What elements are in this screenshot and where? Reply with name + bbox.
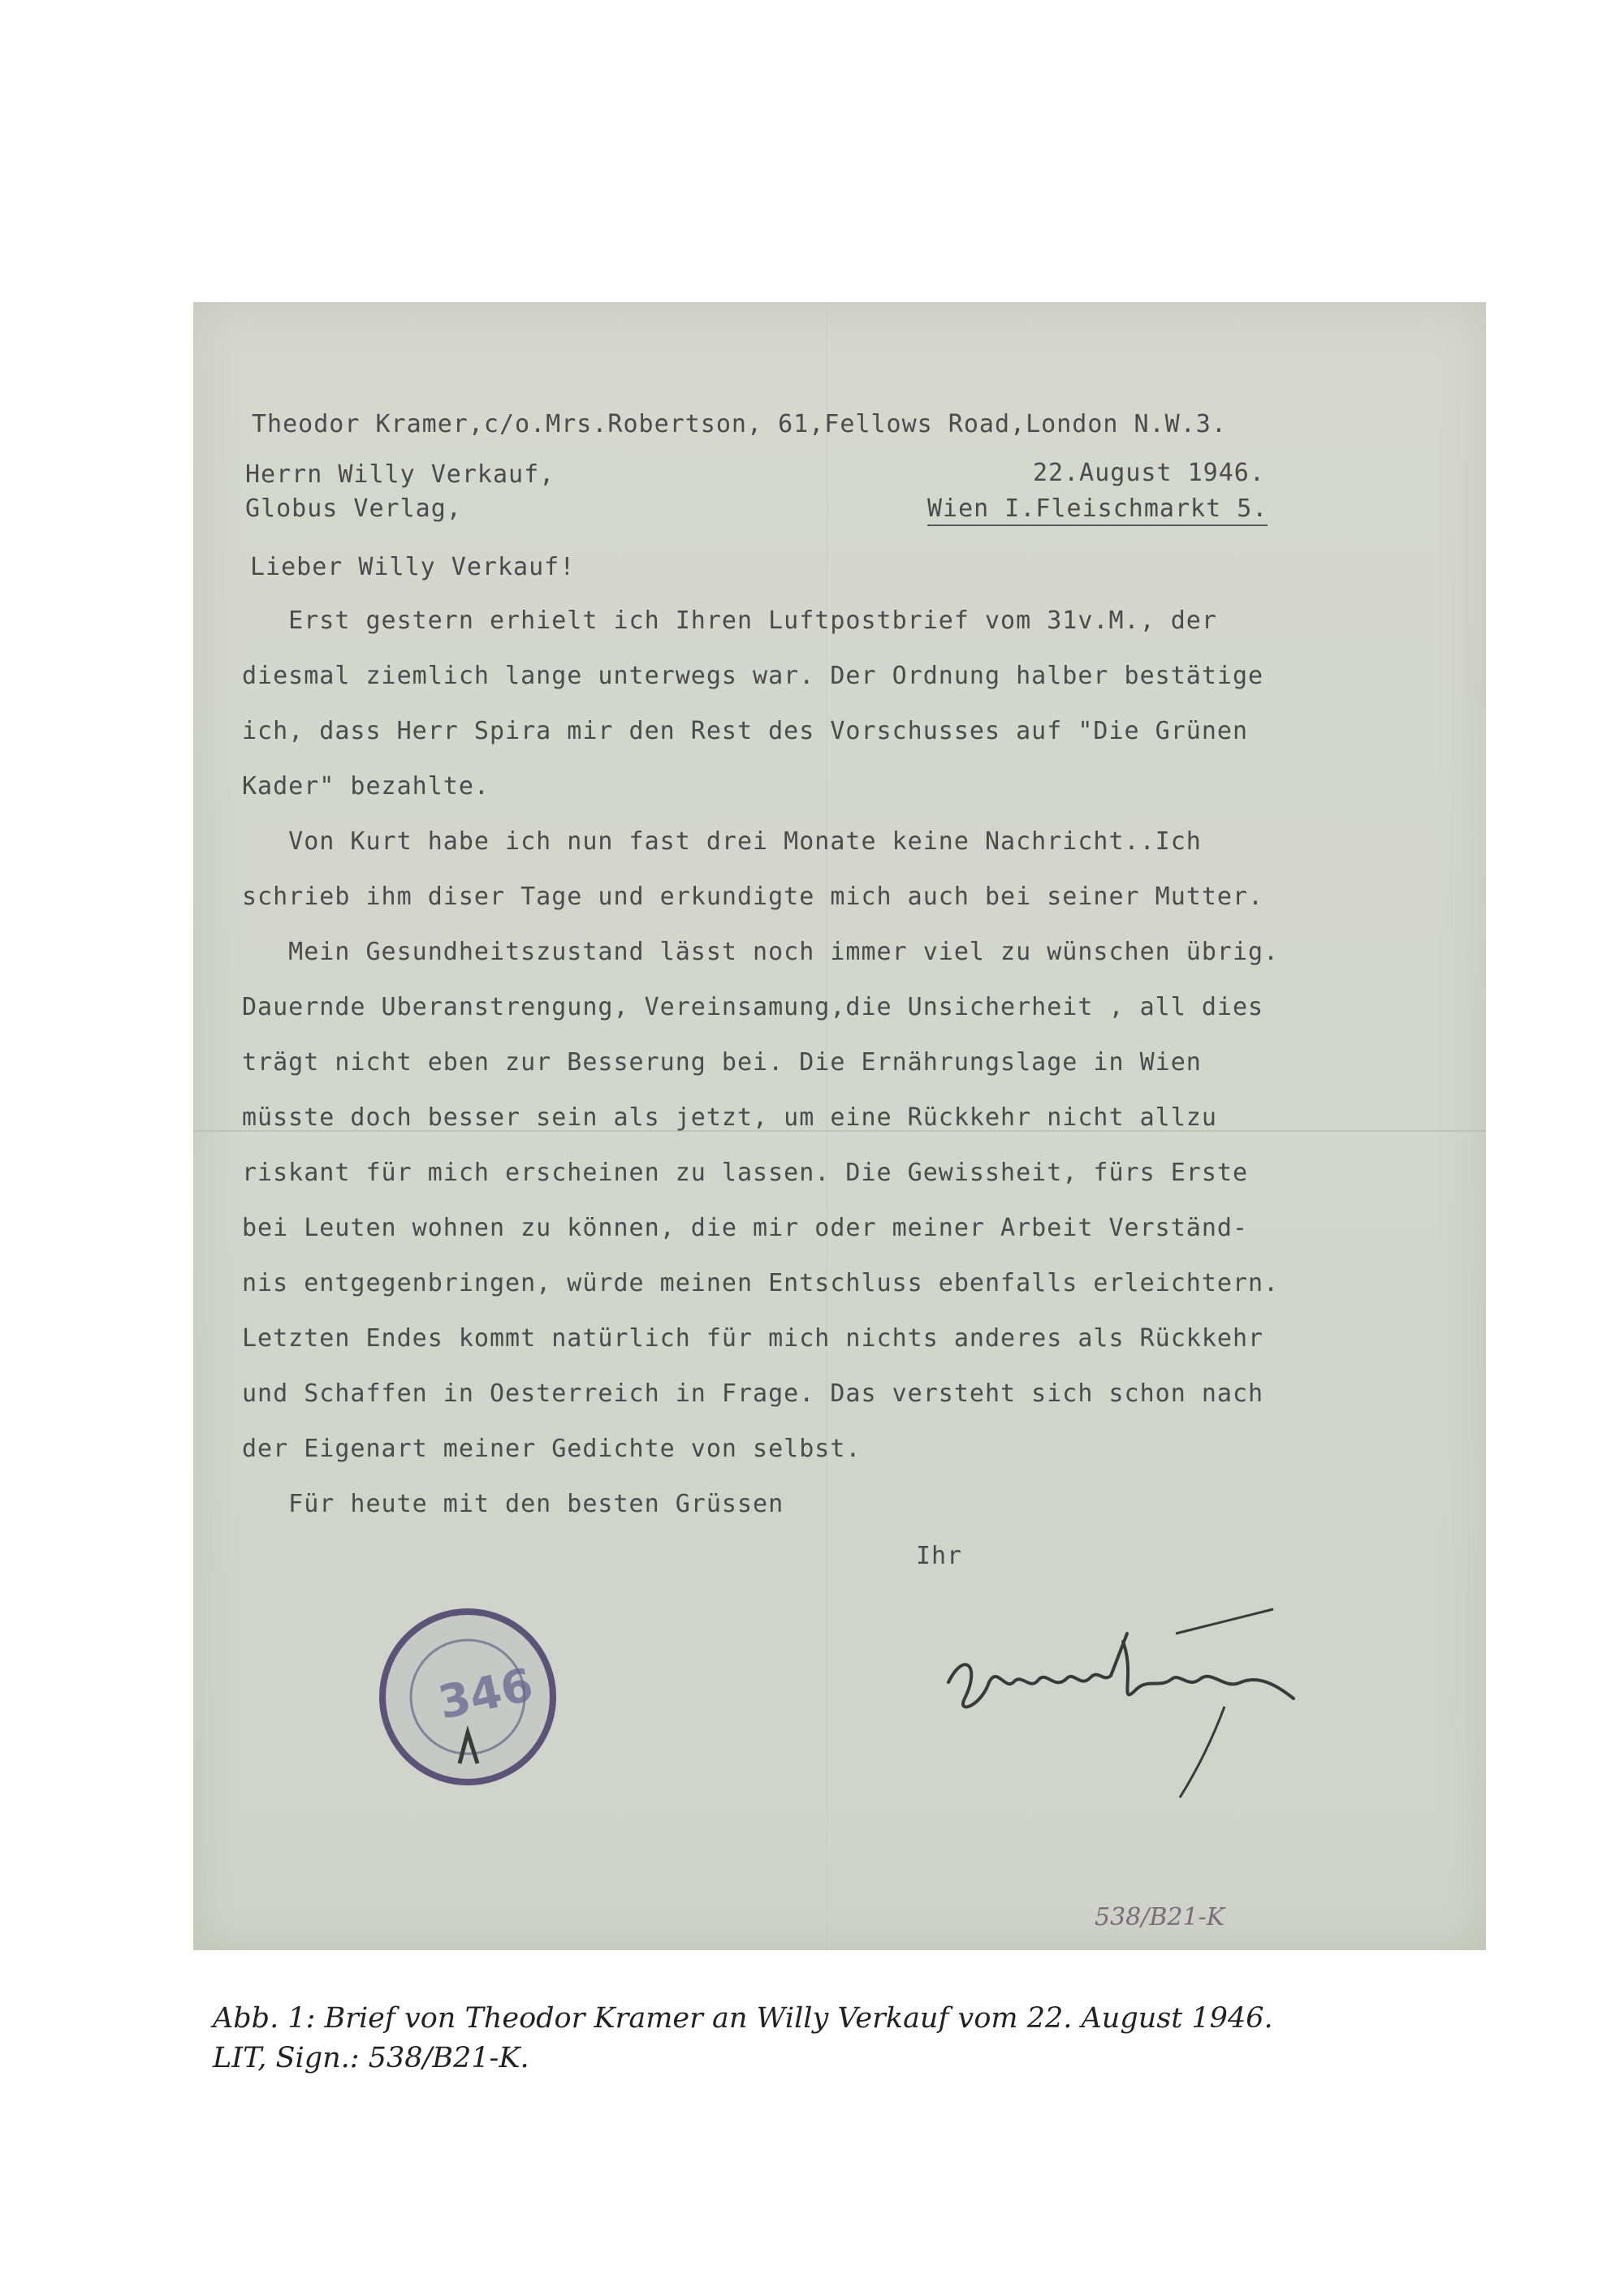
body-line: Von Kurt habe ich nun fast drei Monate keine Nachricht..Ich: [242, 827, 1202, 856]
sender-line: Theodor Kramer,c/o.Mrs.Robertson, 61,Fellows Road,London N.W.3.: [252, 410, 1227, 438]
letter-date: 22.August 1946.: [1033, 459, 1265, 487]
body-line: riskant für mich erscheinen zu lassen. Die Gewissheit, fürs Erste: [242, 1159, 1248, 1187]
body-line: der Eigenart meiner Gedichte von selbst.: [242, 1435, 862, 1463]
body-line: Für heute mit den besten Grüssen: [242, 1490, 784, 1518]
body-line: Kader" bezahlte.: [242, 772, 490, 801]
caption-line-2: LIT, Sign.: 538/B21-K.: [213, 2042, 529, 2074]
body-line: Mein Gesundheitszustand lässt noch immer viel zu wünschen übrig.: [242, 938, 1280, 966]
body-line: nis entgegenbringen, würde meinen Entschluss ebenfalls erleichtern.: [242, 1269, 1280, 1297]
caption-line-1: Abb. 1: Brief von Theodor Kramer an Willy Verkauf vom 22. August 1946.: [213, 2002, 1273, 2035]
body-line: ich, dass Herr Spira mir den Rest des Vorschusses auf "Die Grünen: [242, 717, 1248, 745]
stamp-number: 346: [434, 1658, 538, 1730]
body-line: Erst gestern erhielt ich Ihren Luftpostbrief vom 31v.M., der: [242, 606, 1217, 635]
censor-stamp: [370, 1593, 565, 1804]
letter-sheet: [193, 302, 1486, 1950]
body-line: bei Leuten wohnen zu können, die mir oder meiner Arbeit Verständ-: [242, 1214, 1248, 1242]
closing: Ihr: [916, 1542, 963, 1570]
body-line: müsste doch besser sein als jetzt, um eine Rückkehr nicht allzu: [242, 1103, 1217, 1132]
body-line: trägt nicht eben zur Besserung bei. Die Ernährungslage in Wien: [242, 1048, 1202, 1077]
recipient-name: Herrn Willy Verkauf,: [245, 460, 555, 489]
body-line: diesmal ziemlich lange unterwegs war. Der Ordnung halber bestätige: [242, 662, 1264, 690]
body-line: schrieb ihm diser Tage und erkundigte mich auch bei seiner Mutter.: [242, 883, 1264, 911]
recipient-company: Globus Verlag,: [245, 494, 462, 523]
archive-signature-mark: 538/B21-K: [1095, 1903, 1225, 1932]
body-line: und Schaffen in Oesterreich in Frage. Das versteht sich schon nach: [242, 1379, 1264, 1408]
recipient-address: Wien I.Fleischmarkt 5.: [927, 497, 1268, 526]
body-line: Letzten Endes kommt natürlich für mich nichts anderes als Rückkehr: [242, 1324, 1264, 1353]
body-line: Dauernde Uberanstrengung, Vereinsamung,die Unsicherheit , all dies: [242, 993, 1264, 1021]
salutation: Lieber Willy Verkauf!: [250, 553, 576, 581]
figure-caption: [213, 1999, 1431, 2078]
handwritten-signature: [932, 1585, 1306, 1812]
